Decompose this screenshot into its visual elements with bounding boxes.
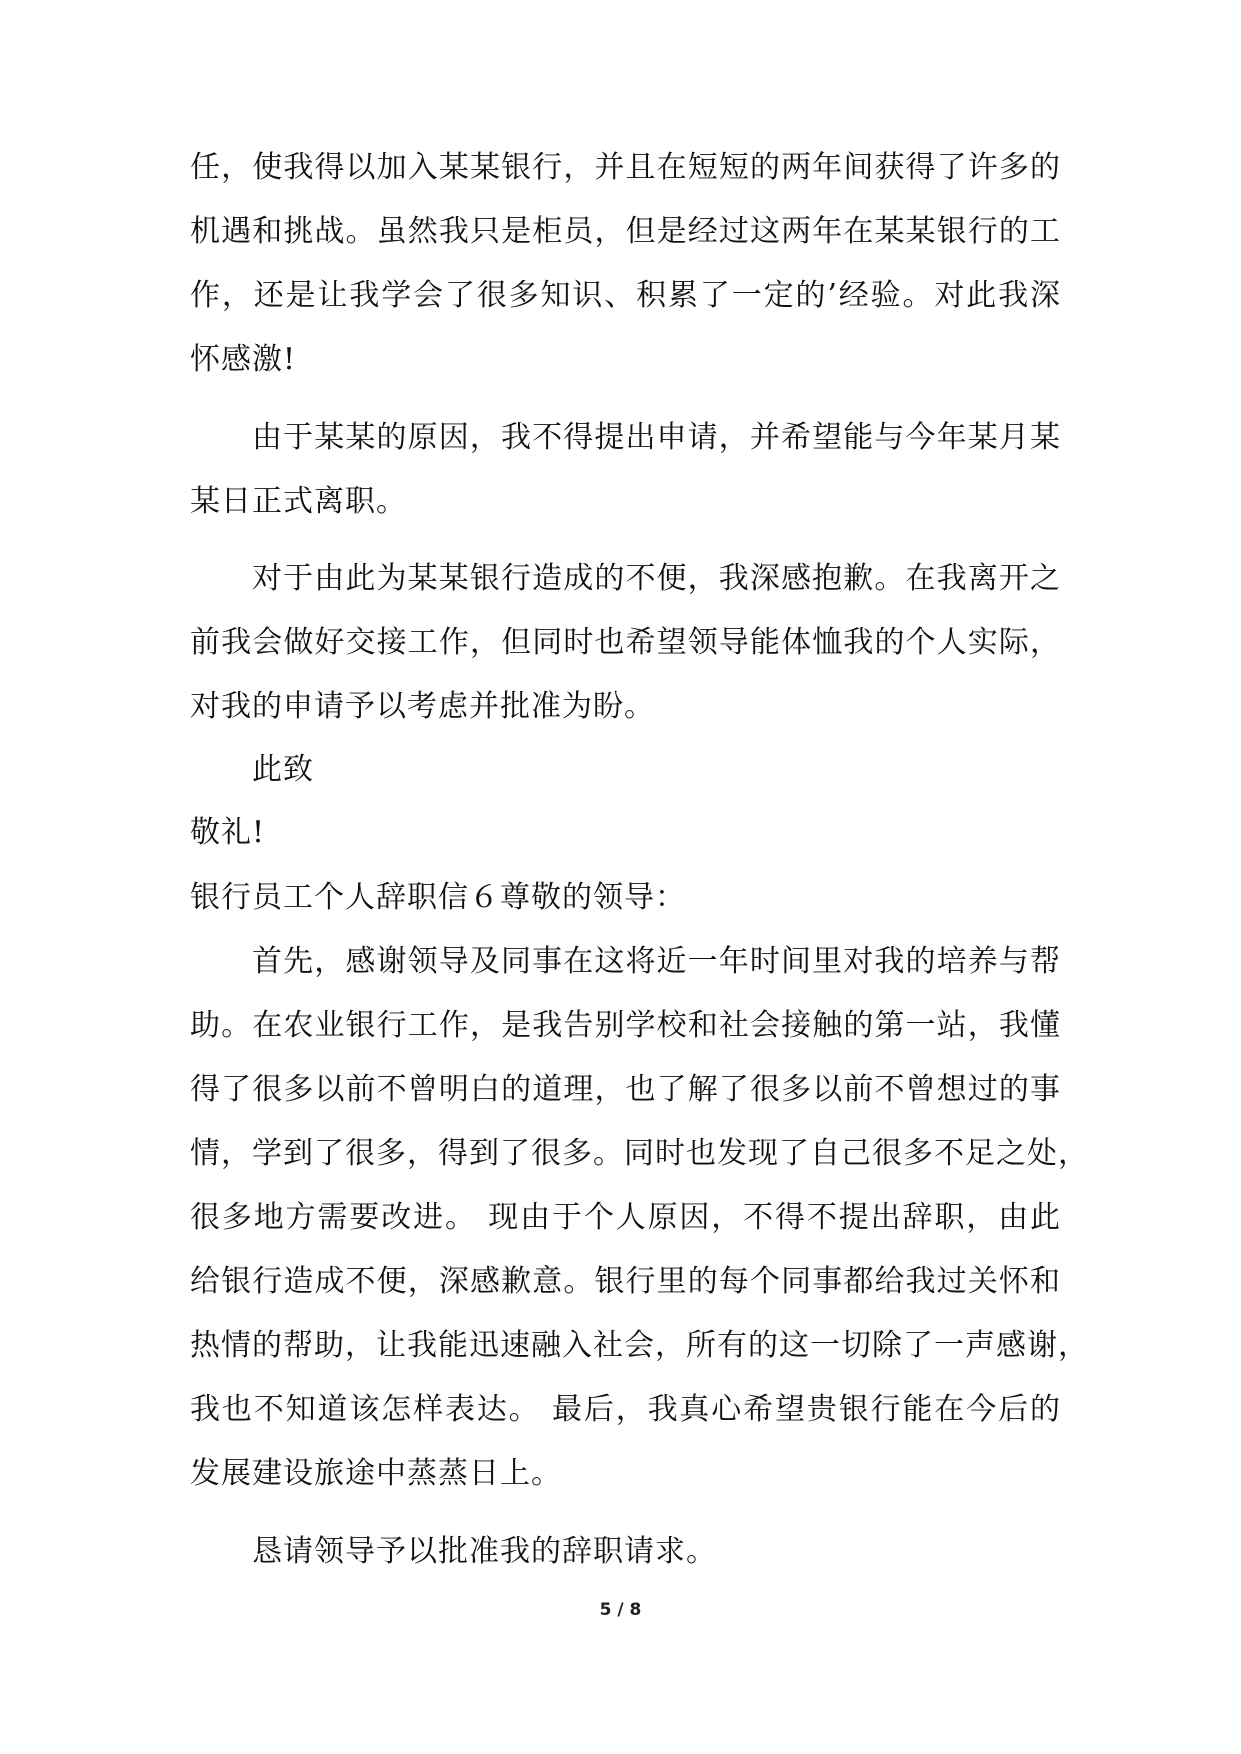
text-line: 热情的帮助，让我能迅速融入社会，所有的这一切除了一声感谢， — [190, 1328, 1089, 1363]
text-line: 怀感激! — [190, 342, 297, 377]
text-line: 前我会做好交接工作，但同时也希望领导能体恤我的个人实际， — [190, 625, 1061, 660]
text-line: 由于某某的原因，我不得提出申请，并希望能与今年某月某 — [252, 420, 1061, 455]
text-line: 得了很多以前不曾明白的道理，也了解了很多以前不曾想过的事 — [190, 1072, 1061, 1107]
text-line: 首先，感谢领导及同事在这将近一年时间里对我的培养与帮 — [252, 944, 1061, 979]
text-line: 发展建设旅途中蒸蒸日上。 — [190, 1456, 562, 1491]
text-line: 任，使我得以加入某某银行，并且在短短的两年间获得了许多的 — [190, 150, 1061, 185]
text-line: 对我的申请予以考虑并批准为盼。 — [190, 689, 655, 724]
text-line: 助。在农业银行工作，是我告别学校和社会接触的第一站，我懂 — [190, 1008, 1061, 1043]
text-line: 我也不知道该怎样表达。 最后，我真心希望贵银行能在今后的 — [190, 1392, 1061, 1427]
text-line: 恳请领导予以批准我的辞职请求。 — [252, 1534, 717, 1569]
page-number: 5 / 8 — [599, 1600, 642, 1620]
text-line: 机遇和挑战。虽然我只是柜员，但是经过这两年在某某银行的工 — [190, 214, 1061, 249]
closing-salutation: 此致 — [252, 752, 314, 787]
text-line: 给银行造成不便，深感歉意。银行里的每个同事都给我过关怀和 — [190, 1264, 1061, 1299]
text-line: 作，还是让我学会了很多知识、积累了一定的’经验。对此我深 — [190, 278, 1061, 313]
text-line: 情，学到了很多，得到了很多。同时也发现了自己很多不足之处， — [190, 1136, 1089, 1171]
text-line: 某日正式离职。 — [190, 484, 407, 519]
closing-salutation: 敬礼! — [190, 815, 266, 850]
text-line: 对于由此为某某银行造成的不便，我深感抱歉。在我离开之 — [252, 561, 1061, 596]
text-line: 很多地方需要改进。 现由于个人原因，不得不提出辞职，由此 — [190, 1200, 1061, 1235]
letter-heading: 银行员工个人辞职信６尊敬的领导： — [190, 880, 686, 915]
